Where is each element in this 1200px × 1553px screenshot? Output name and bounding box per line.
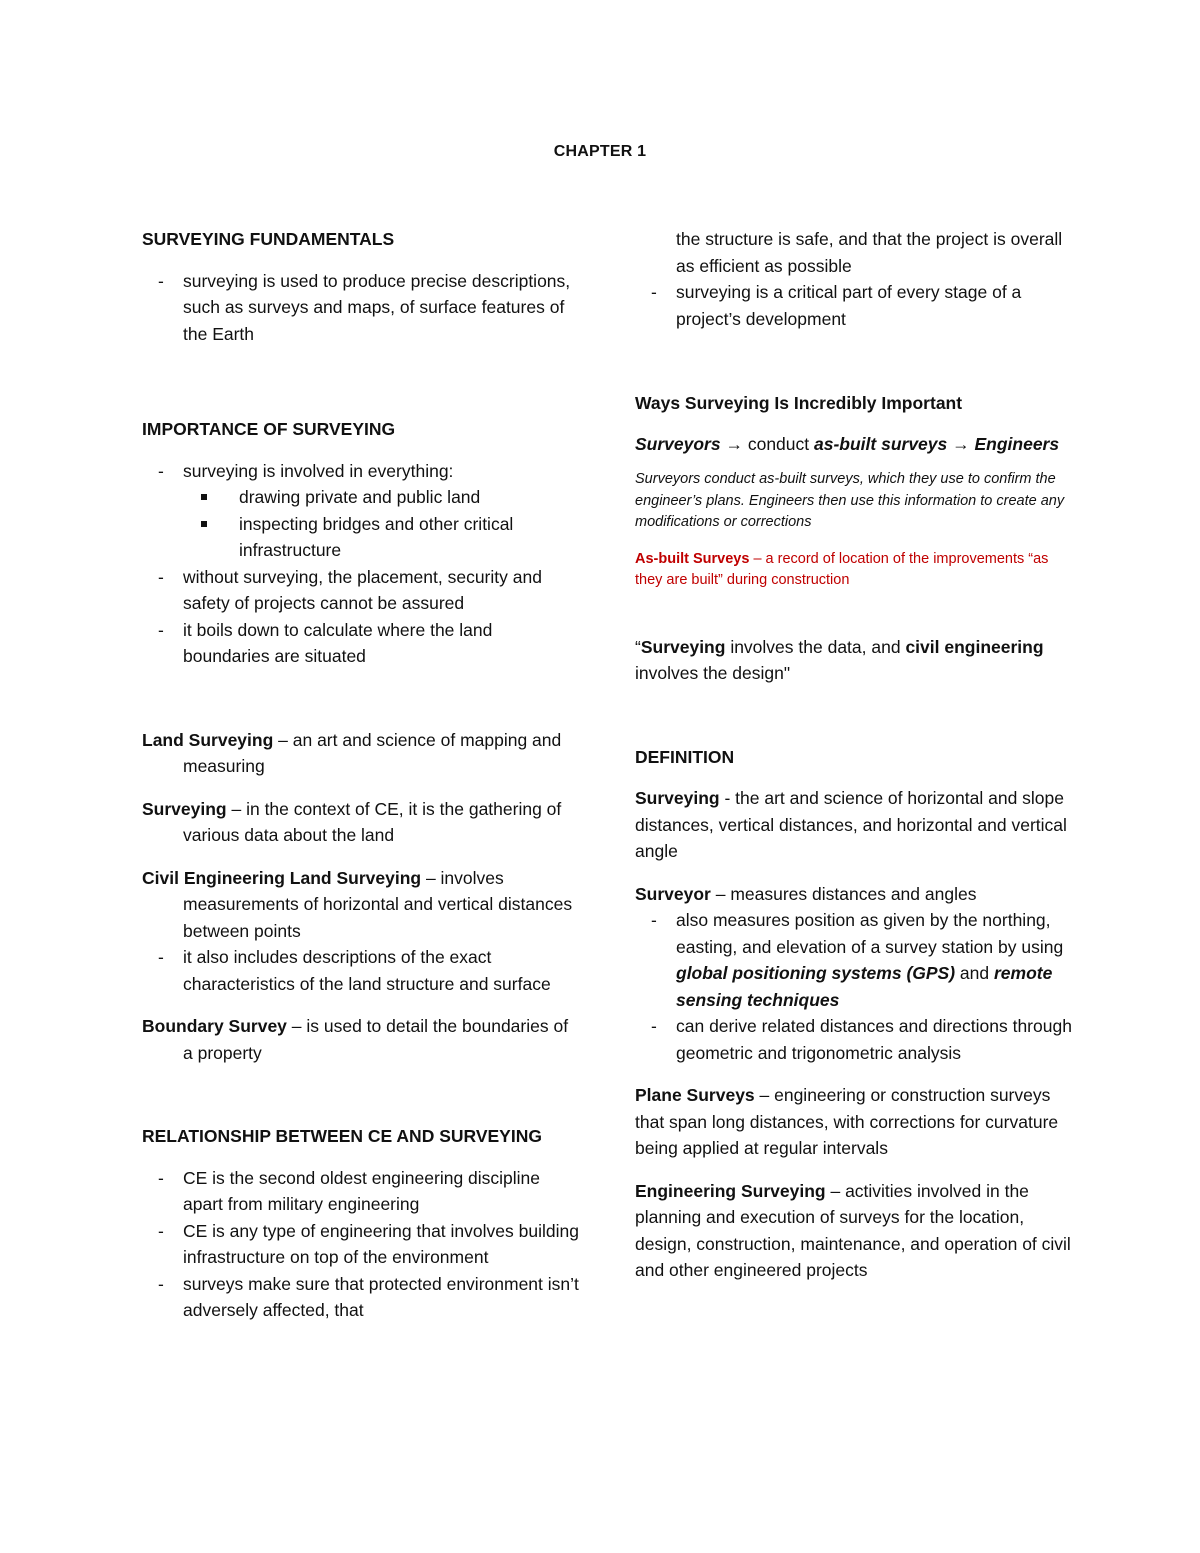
def-plane-surveys-text: – engineering or construction surveys that span long distances, with corrections for curvature being applied at regular intervals [635, 1085, 1059, 1158]
term-land-surveying-label: Land Surveying [142, 729, 274, 750]
right-column [635, 226, 1075, 1284]
left-column [142, 226, 582, 1324]
term-boundary-survey-definition: – is used to detail the boundaries of a property [183, 1016, 569, 1063]
flow-arrow-1: → conduct [720, 433, 814, 454]
term-civil-engineering-land-surveying [142, 865, 582, 945]
flow-as-built-surveys: as-built surveys [814, 433, 948, 454]
heading-relationship-ce-surveying: RELATIONSHIP BETWEEN CE AND SURVEYING [142, 1126, 542, 1146]
bullet-relationship-3: - surveys make sure that protected environment isn’t adversely affected, that [142, 1271, 582, 1324]
bullet-ce-land-surveying-1: - it also includes descriptions of the exact characteristics of the land structure and surface [142, 944, 582, 997]
chapter-title: CHAPTER 1 [553, 143, 647, 160]
flow-engineers: Engineers [974, 433, 1060, 454]
term-land-surveying-definition: – an art and science of mapping and measuring [183, 729, 562, 776]
term-surveying-ce [142, 796, 582, 849]
def-surveying [635, 785, 1075, 865]
bullet-surveyor-2: - can derive related distances and directions through geometric and trigonometric analysis [635, 1013, 1075, 1066]
bullet-fundamentals-1: - surveying is used to produce precise descriptions, such as surveys and maps, of surface features of the Earth [142, 268, 582, 348]
quote [635, 634, 1075, 687]
bullet-relationship-2: - CE is any type of engineering that involves building infrastructure on top of the environment [142, 1218, 582, 1271]
quote-open-mark: “ [635, 636, 641, 657]
term-as-built-surveys [635, 549, 1075, 592]
term-boundary-survey-label: Boundary Survey [142, 1016, 287, 1036]
flow-note: Surveyors conduct as-built surveys, which they use to confirm the engineer’s plans. Engineers then use this information to create any modifications or corrections [635, 471, 1065, 530]
bullet-surveyor-1-and: and [955, 963, 994, 983]
term-ce-land-surveying-definition: – involves measurements of horizontal and vertical distances between points [183, 867, 573, 941]
quote-surveying: Surveying [640, 636, 726, 657]
as-built-definition: – a record of location of the improvements “as they are built” during construction [635, 550, 1049, 588]
remote-sensing-term: remote sensing techniques [676, 963, 1053, 1010]
def-engineering-surveying-label: Engineering Surveying [635, 1180, 826, 1201]
continued-text: the structure is safe, and that the project is overall as efficient as possible [676, 229, 1063, 276]
heading-surveying-fundamentals: SURVEYING FUNDAMENTALS [142, 229, 395, 249]
heading-definition: DEFINITION [635, 746, 735, 767]
subbullet-importance-1: drawing private and public land [142, 484, 582, 511]
subbullet-importance-2: inspecting bridges and other critical infrastructure [142, 511, 582, 564]
bullet-relationship-1: - CE is the second oldest engineering discipline apart from military engineering [142, 1165, 582, 1218]
as-built-label: As-built Surveys [635, 550, 750, 567]
def-surveying-label: Surveying [635, 788, 720, 808]
quote-text-2: involves the design" [635, 663, 791, 683]
def-engineering-surveying [635, 1178, 1075, 1284]
bullet-surveyor-1-text: also measures position as given by the northing, easting, and elevation of a survey station by using [676, 910, 1064, 957]
flow-arrow-2: → [947, 433, 975, 454]
def-surveyor-text: – measures distances and angles [710, 883, 977, 904]
heading-ways-surveying-important: Ways Surveying Is Incredibly Important [635, 393, 963, 413]
quote-text-1: involves the data, and [725, 636, 906, 657]
surveying-flow [635, 431, 1075, 458]
bullet-importance-1: - surveying is involved in everything: [142, 458, 582, 485]
def-plane-surveys-label: Plane Surveys [635, 1085, 755, 1105]
bullet-importance-3: - it boils down to calculate where the land boundaries are situated [142, 617, 582, 670]
bullet-importance-2: - without surveying, the placement, security and safety of projects cannot be assured [142, 564, 582, 617]
bullet-continued: - surveying is a critical part of every stage of a project’s development [635, 279, 1075, 332]
def-engineering-surveying-text: – activities involved in the planning and execution of surveys for the location, design, construction, maintenance, and operation of civil and other engineered projects [635, 1180, 1071, 1280]
term-surveying-ce-label: Surveying [142, 798, 227, 819]
quote-civil-engineering: civil engineering [905, 636, 1044, 657]
heading-importance-of-surveying: IMPORTANCE OF SURVEYING [142, 419, 396, 439]
def-surveying-text: - the art and science of horizontal and slope distances, vertical distances, and horizontal and vertical angle [635, 788, 1067, 861]
term-boundary-survey [142, 1013, 582, 1066]
term-ce-land-surveying-label: Civil Engineering Land Surveying [142, 867, 422, 888]
term-surveying-ce-definition: – in the context of CE, it is the gathering of various data about the land [183, 798, 562, 845]
gps-term: global positioning systems (GPS) [676, 963, 956, 983]
term-land-surveying [142, 727, 582, 780]
bullet-surveyor-1 [635, 907, 1075, 1013]
def-plane-surveys [635, 1082, 1075, 1162]
def-surveyor-label: Surveyor [635, 883, 711, 904]
def-surveyor [635, 881, 1075, 908]
flow-surveyors: Surveyors [635, 433, 721, 454]
